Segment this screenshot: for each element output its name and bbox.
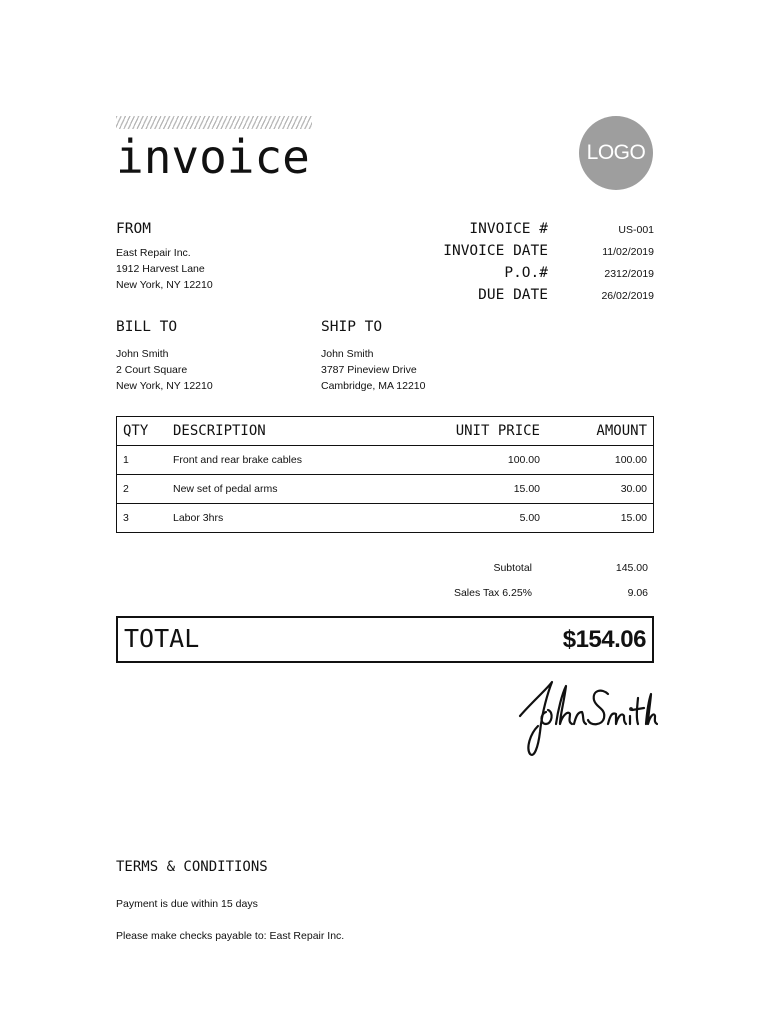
row-amount: 30.00	[546, 475, 654, 504]
company-logo	[579, 116, 653, 190]
sales-tax-value: 9.06	[627, 587, 648, 599]
terms-heading: TERMS & CONDITIONS	[116, 859, 268, 875]
bill-to-line: New York, NY 12210	[116, 380, 213, 392]
signature-image	[512, 672, 658, 764]
logo-text: LOGO	[586, 141, 646, 164]
from-heading: FROM	[116, 221, 151, 237]
po-number-value: 2312/2019	[604, 268, 654, 280]
terms-line: Payment is due within 15 days	[116, 898, 258, 910]
subtotal-label: Subtotal	[493, 562, 532, 574]
from-line: 1912 Harvest Lane	[116, 263, 205, 275]
decorative-hatch	[116, 116, 312, 129]
row-amount: 100.00	[546, 446, 654, 475]
from-line: New York, NY 12210	[116, 279, 213, 291]
subtotal-value: 145.00	[615, 562, 648, 574]
ship-to-line: Cambridge, MA 12210	[321, 380, 426, 392]
invoice-date-label: INVOICE DATE	[443, 243, 548, 259]
from-line: East Repair Inc.	[116, 247, 191, 259]
unit-price-header: UNIT PRICE	[404, 417, 546, 446]
invoice-date-value: 11/02/2019	[602, 246, 654, 258]
row-qty: 2	[117, 475, 168, 504]
invoice-title: invoice	[116, 130, 310, 184]
table-row	[117, 504, 654, 533]
bill-to-line: 2 Court Square	[116, 364, 188, 376]
row-unit-price: 15.00	[404, 475, 546, 504]
bill-to-address	[116, 346, 213, 394]
row-amount: 15.00	[546, 504, 654, 533]
qty-header: QTY	[117, 417, 168, 446]
row-description: Labor 3hrs	[167, 504, 404, 533]
table-header-row	[117, 417, 654, 446]
total-label: TOTAL	[124, 624, 200, 653]
due-date-label: DUE DATE	[478, 287, 548, 303]
table-row	[117, 446, 654, 475]
description-header: DESCRIPTION	[167, 417, 404, 446]
po-number-label: P.O.#	[504, 265, 548, 281]
terms-line: Please make checks payable to: East Repair Inc.	[116, 930, 345, 942]
ship-to-line: 3787 Pineview Drive	[321, 364, 417, 376]
row-unit-price: 5.00	[404, 504, 546, 533]
from-address	[116, 245, 213, 293]
invoice-number-label: INVOICE #	[469, 221, 548, 237]
row-qty: 1	[117, 446, 168, 475]
sales-tax-label: Sales Tax 6.25%	[453, 587, 532, 599]
total-value: $154.06	[562, 626, 646, 653]
table-row	[117, 475, 654, 504]
invoice-number-value: US-001	[618, 224, 654, 236]
bill-to-heading: BILL TO	[116, 319, 178, 335]
ship-to-line: John Smith	[321, 348, 374, 360]
ship-to-heading: SHIP TO	[321, 319, 383, 335]
line-items-table	[116, 416, 654, 533]
due-date-value: 26/02/2019	[601, 290, 654, 302]
row-description: Front and rear brake cables	[167, 446, 404, 475]
row-description: New set of pedal arms	[167, 475, 404, 504]
total-box	[116, 616, 654, 663]
bill-to-line: John Smith	[116, 348, 169, 360]
row-unit-price: 100.00	[404, 446, 546, 475]
ship-to-address	[321, 346, 425, 394]
row-qty: 3	[117, 504, 168, 533]
amount-header: AMOUNT	[546, 417, 654, 446]
